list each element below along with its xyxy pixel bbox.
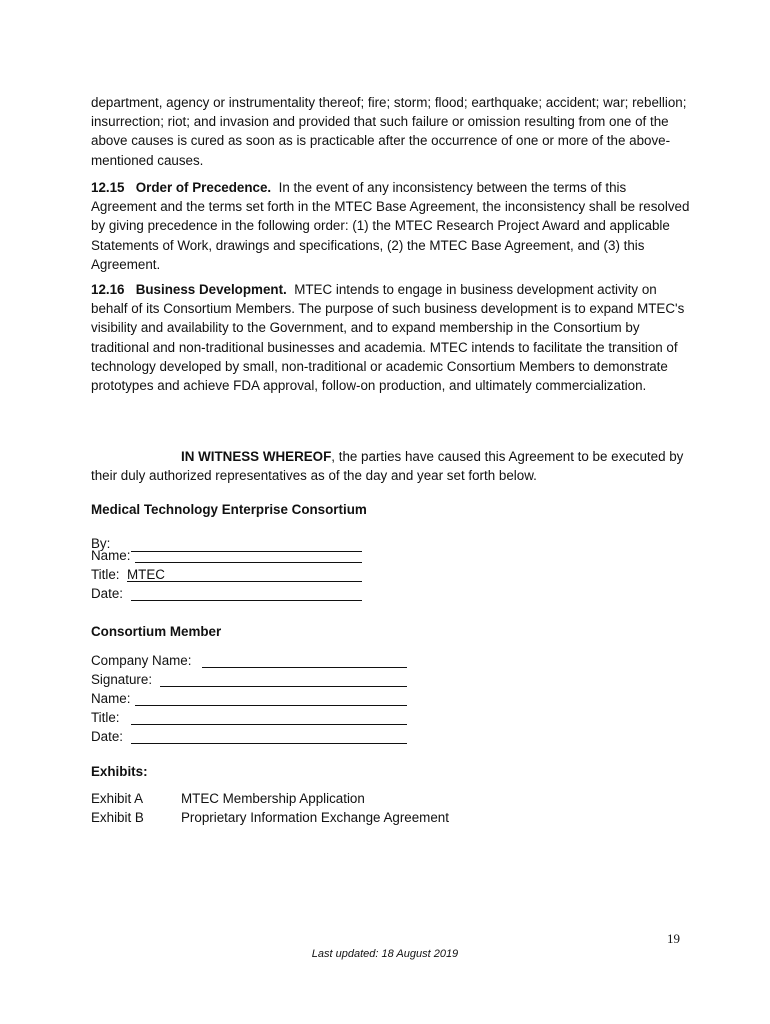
witness-paragraph bbox=[91, 447, 691, 485]
exhibit-title: Proprietary Information Exchange Agreement bbox=[181, 810, 449, 825]
member-block-heading: Consortium Member bbox=[91, 624, 222, 639]
mtec-block-heading: Medical Technology Enterprise Consortium bbox=[91, 502, 367, 517]
section-number: 12.16 bbox=[91, 282, 125, 297]
section-text: MTEC intends to engage in business development activity on behalf of its Consortium Members. The purpose of such business development is to expand MTEC's visibility and availability to the Government, and to expand membership in the Consortium by traditional and non-traditional businesses and academia. MTEC intends to facilitate the transition of technology developed by small, non-traditional or academic Consortium Members to demonstrate prototypes and achieve FDA approval, follow-on production, and ultimately commercialization. bbox=[91, 282, 685, 394]
mtec-date-label: Date: bbox=[91, 586, 124, 601]
member-title-label: Title: bbox=[91, 710, 120, 725]
member-signature-line[interactable] bbox=[160, 671, 407, 687]
member-name-line[interactable] bbox=[135, 690, 407, 706]
exhibit-key: Exhibit A bbox=[91, 791, 144, 806]
paragraph-force-majeure-continuation bbox=[91, 93, 691, 170]
paragraph-text: department, agency or instrumentality thereof; fire; storm; flood; earthquake; accident; war; rebellion; insurrection; riot; and invasion and provided that such failure or omission resulting from one of the above causes is cured as soon as is practicable after the occurrence of one or more of the above-mentioned causes. bbox=[91, 95, 687, 168]
mtec-title-value: MTEC bbox=[127, 567, 165, 582]
witness-heading: IN WITNESS WHEREOF bbox=[181, 449, 332, 464]
mtec-by-label: By: bbox=[91, 536, 111, 551]
section-text: In the event of any inconsistency between the terms of this Agreement and the terms set forth in the MTEC Base Agreement, the inconsistency shall be resolved by giving precedence in the following order: (1) the MTEC Research Project Award and applicable Statements of Work, drawings and specifications, (2) the MTEC Base Agreement, and (3) this Agreement. bbox=[91, 180, 690, 272]
mtec-title-line[interactable] bbox=[127, 566, 362, 582]
last-updated-footer: Last updated: 18 August 2019 bbox=[311, 948, 459, 960]
section-12-16 bbox=[91, 280, 691, 395]
member-company-line[interactable] bbox=[202, 652, 407, 668]
witness-text: , the parties have caused this Agreement to be executed by their duly authorized representatives as of the day and year set forth below. bbox=[91, 449, 684, 484]
exhibit-key: Exhibit B bbox=[91, 810, 144, 825]
member-title-line[interactable] bbox=[131, 709, 407, 725]
member-date-line[interactable] bbox=[131, 728, 407, 744]
member-date-label: Date: bbox=[91, 729, 124, 744]
page-number: 19 bbox=[667, 931, 680, 946]
exhibit-title: MTEC Membership Application bbox=[181, 791, 365, 806]
section-12-15 bbox=[91, 178, 691, 274]
section-number: 12.15 bbox=[91, 180, 125, 195]
section-title: Order of Precedence. bbox=[135, 180, 272, 195]
exhibits-heading: Exhibits: bbox=[91, 764, 148, 779]
mtec-name-line[interactable] bbox=[135, 547, 362, 563]
member-signature-label: Signature: bbox=[91, 672, 153, 687]
mtec-name-label: Name: bbox=[91, 548, 131, 563]
member-company-label: Company Name: bbox=[91, 653, 192, 668]
mtec-date-line[interactable] bbox=[131, 585, 362, 601]
mtec-title-label: Title: bbox=[91, 567, 120, 582]
member-name-label: Name: bbox=[91, 691, 131, 706]
section-title: Business Development. bbox=[135, 282, 287, 297]
